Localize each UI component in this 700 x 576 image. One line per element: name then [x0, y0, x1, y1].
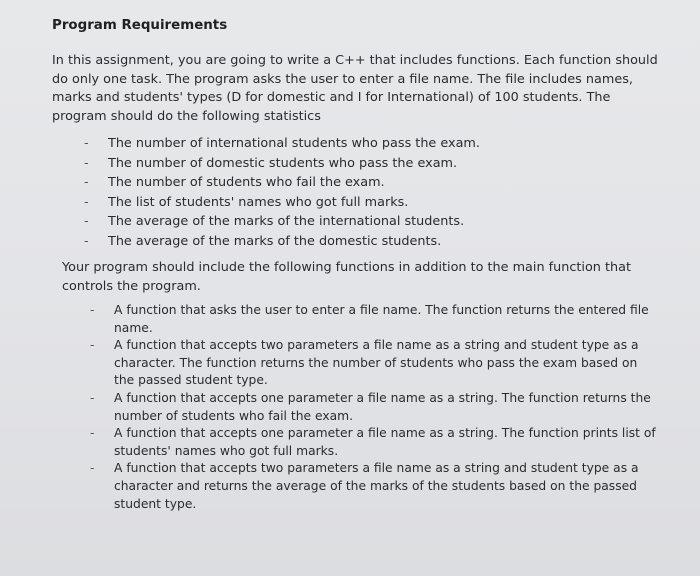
- intro-paragraph: In this assignment, you are going to write a C++ that includes functions. Each function should do only one task. The program asks the user to enter a file name. The file includes names, marks and students' types (D for domestic and I for International) of 100 students. The program should do the following statistics: [52, 53, 658, 124]
- functions-intro-paragraph: Your program should include the following functions in addition to the main function that controls the program.: [62, 260, 631, 294]
- statistics-item: - The list of students' names who got full marks.: [84, 193, 480, 213]
- statistics-item: - The number of international students who pass the exam.: [84, 134, 480, 154]
- statistics-list: [84, 134, 480, 251]
- function-item: - A function that accepts two parameters a file name as a string and student type as a character and returns the average of the marks of the students based on the passed student type.: [90, 460, 660, 513]
- statistics-item: - The average of the marks of the domestic students.: [84, 232, 480, 252]
- statistics-item: - The number of students who fail the exam.: [84, 173, 480, 193]
- functions-list: [90, 302, 660, 513]
- function-item: - A function that asks the user to enter a file name. The function returns the entered file name.: [90, 302, 660, 337]
- function-item: - A function that accepts one parameter a file name as a string. The function returns the number of students who fail the exam.: [90, 390, 660, 425]
- function-item: - A function that accepts one parameter a file name as a string. The function prints list of students' names who got full marks.: [90, 425, 660, 460]
- statistics-item: - The number of domestic students who pass the exam.: [84, 154, 480, 174]
- function-item: - A function that accepts two parameters a file name as a string and student type as a character. The function returns the number of students who pass the exam based on the passed student type.: [90, 337, 660, 390]
- document-title: Program Requirements: [52, 18, 228, 33]
- statistics-item: - The average of the marks of the international students.: [84, 212, 480, 232]
